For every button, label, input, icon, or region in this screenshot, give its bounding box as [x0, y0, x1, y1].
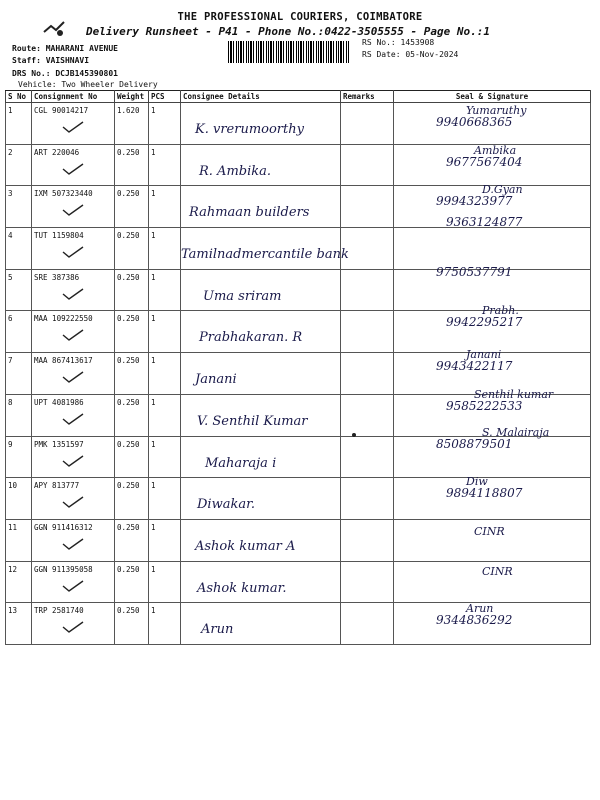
- consignment-number: GGN 911416312: [34, 522, 93, 532]
- weight-cell: 0.250: [115, 561, 149, 603]
- table-row: [6, 603, 591, 645]
- consignee-name: Rahmaan builders: [189, 205, 310, 221]
- col-remarks: Remarks: [341, 91, 394, 103]
- consignee-cell: [181, 269, 341, 311]
- consignee-cell: [181, 561, 341, 603]
- checkmark-icon: [62, 329, 84, 341]
- sno-cell: 7: [6, 353, 32, 395]
- consignee-cell: [181, 311, 341, 353]
- signature-cell: [394, 519, 591, 561]
- consignment-cell: [32, 103, 115, 145]
- consignment-cell: [32, 228, 115, 270]
- consignment-number: CGL 90014217: [34, 106, 89, 115]
- signature: Yumaruthy: [466, 104, 527, 117]
- checkmark-icon: [62, 538, 84, 550]
- consignee-cell: [181, 603, 341, 645]
- weight-cell: 0.250: [115, 353, 149, 395]
- pcs-cell: 1: [149, 144, 181, 186]
- consignment-cell: [32, 269, 115, 311]
- sno-cell: 11: [6, 519, 32, 561]
- consignee-name: Ashok kumar A: [195, 538, 296, 554]
- table-row: [6, 228, 591, 270]
- pcs-cell: 1: [149, 478, 181, 520]
- sno-cell: 6: [6, 311, 32, 353]
- phone-number: 9750537791: [436, 264, 513, 279]
- signature: S. Malairaja: [482, 425, 550, 439]
- consignee-name: Prabhakaran. R: [199, 330, 303, 346]
- pcs-cell: 1: [149, 103, 181, 145]
- consignee-name: V. Senthil Kumar: [197, 413, 308, 429]
- sno-cell: 9: [6, 436, 32, 478]
- consignment-cell: [32, 436, 115, 478]
- pcs-cell: 1: [149, 394, 181, 436]
- drs-number: DRS No.: DCJB145390801: [12, 69, 118, 78]
- checkmark-icon: [62, 371, 84, 383]
- consignment-cell: [32, 603, 115, 645]
- consignment-cell: [32, 144, 115, 186]
- consignment-number: ART 220046: [34, 147, 80, 157]
- consignment-cell: [32, 478, 115, 520]
- signature: CINR: [482, 564, 513, 578]
- sno-cell: 2: [6, 144, 32, 186]
- consignee-cell: [181, 103, 341, 145]
- sno-cell: 8: [6, 394, 32, 436]
- table-row: [6, 436, 591, 478]
- pcs-cell: 1: [149, 603, 181, 645]
- consignee-cell: [181, 394, 341, 436]
- phone-number: 9344836292: [436, 613, 513, 628]
- consignment-number: SRE 387386: [34, 272, 80, 282]
- pcs-cell: 1: [149, 436, 181, 478]
- checkmark-icon: [62, 455, 84, 467]
- signature: Janani: [466, 348, 502, 362]
- weight-cell: 1.620: [115, 103, 149, 145]
- pcs-cell: 1: [149, 311, 181, 353]
- weight-cell: 0.250: [115, 603, 149, 645]
- table-row: [6, 561, 591, 603]
- table-row: [6, 519, 591, 561]
- vehicle-label: Vehicle: Two Wheeler Delivery: [18, 80, 158, 89]
- pcs-cell: 1: [149, 186, 181, 228]
- checkmark-icon: [62, 288, 84, 300]
- consignee-name: Diwakar.: [197, 497, 256, 513]
- phone-number: 9363124877: [446, 215, 523, 230]
- phone-number: 9942295217: [446, 315, 523, 330]
- consignee-name: Maharaja i: [205, 455, 277, 471]
- phone-number: 9677567404: [446, 154, 523, 169]
- weight-cell: 0.250: [115, 436, 149, 478]
- phone-number: 9940668365: [436, 115, 513, 129]
- consignee-cell: [181, 228, 349, 270]
- pcs-cell: 1: [149, 519, 181, 561]
- weight-cell: 0.250: [115, 269, 149, 311]
- phone-number: 9585222533: [446, 398, 523, 413]
- pcs-cell: 1: [149, 353, 181, 395]
- consignment-number: TRP 2581740: [34, 606, 84, 616]
- runsheet-table: [5, 90, 591, 645]
- consignee-name: K. vrerumoorthy: [195, 122, 304, 137]
- consignee-name: Janani: [195, 372, 237, 388]
- phone-number: 8508879501: [436, 436, 513, 451]
- barcode: [228, 41, 350, 63]
- col-signature: Seal & Signature: [394, 91, 591, 103]
- consignee-name: R. Ambika.: [199, 163, 272, 179]
- weight-cell: 0.250: [115, 311, 149, 353]
- signature-cell: [394, 103, 591, 145]
- consignee-name: Ashok kumar.: [197, 580, 287, 596]
- consignee-cell: [181, 519, 341, 561]
- sno-cell: 5: [6, 269, 32, 311]
- col-consignee: Consignee Details: [181, 91, 341, 103]
- checkmark-icon: [62, 413, 84, 425]
- remarks-cell: [341, 186, 394, 228]
- signature-cell: [394, 304, 591, 353]
- sno-cell: 10: [6, 478, 32, 520]
- staff-label: Staff: VAISHNAVI: [12, 56, 90, 65]
- consignment-cell: [32, 353, 115, 395]
- company-title: THE PROFESSIONAL COURIERS, COIMBATORE: [177, 11, 423, 23]
- signature-cell: [394, 144, 591, 186]
- weight-cell: 0.250: [115, 394, 149, 436]
- weight-cell: 0.250: [115, 186, 149, 228]
- sno-cell: 12: [6, 561, 32, 603]
- checkmark-icon: [62, 496, 84, 508]
- consignee-cell: [181, 186, 341, 228]
- consignee-name: Tamilnadmercantile bank: [181, 247, 349, 263]
- signature: Prabh.: [482, 304, 519, 318]
- consignment-cell: [32, 394, 115, 436]
- signature: D.Gyan: [482, 183, 523, 197]
- signature-cell: [394, 475, 591, 520]
- sno-cell: 1: [6, 103, 32, 145]
- signature-cell: [394, 425, 591, 478]
- consignment-number: MAA 867413617: [34, 356, 93, 366]
- table-row: [6, 478, 591, 520]
- col-pcs: PCS: [149, 91, 181, 103]
- consignment-number: APY 813777: [34, 481, 80, 491]
- route-label: Route: MAHARANI AVENUE: [12, 44, 118, 53]
- signature-cell: [394, 561, 591, 603]
- consignee-name: Uma sriram: [203, 288, 282, 304]
- company-logo-icon: [42, 18, 68, 40]
- consignee-cell: [181, 478, 341, 520]
- checkmark-icon: [62, 621, 84, 633]
- pcs-cell: 1: [149, 269, 181, 311]
- signature: Diw: [466, 475, 488, 489]
- consignment-number: TUT 1159804: [34, 231, 84, 241]
- weight-cell: 0.250: [115, 478, 149, 520]
- checkmark-icon: [62, 580, 84, 592]
- col-sno: S No: [6, 91, 32, 103]
- consignee-cell: [181, 436, 341, 478]
- signature-cell: [394, 603, 591, 645]
- pcs-cell: 1: [149, 561, 181, 603]
- weight-cell: 0.250: [115, 519, 149, 561]
- rs-date: RS Date: 05-Nov-2024: [362, 50, 459, 59]
- checkmark-icon: [62, 121, 84, 133]
- sno-cell: 4: [6, 228, 32, 270]
- consignment-number: IXM 507323440: [34, 189, 93, 199]
- checkmark-icon: [62, 246, 84, 258]
- checkmark-icon: [62, 163, 84, 175]
- consignee-cell: [181, 144, 341, 186]
- signature: Arun: [466, 602, 494, 616]
- phone-number: 9894118807: [446, 486, 523, 501]
- weight-cell: 0.250: [115, 228, 149, 270]
- consignment-number: MAA 109222550: [34, 314, 93, 324]
- table-row: [6, 144, 591, 186]
- signature-cell: [394, 215, 591, 270]
- consignment-cell: [32, 519, 115, 561]
- phone-number: 9943422117: [436, 359, 513, 374]
- phone-number: 9994323977: [436, 194, 513, 209]
- sno-cell: 3: [6, 186, 32, 228]
- consignment-number: UPT 4081986: [34, 397, 84, 407]
- table-row: [6, 103, 591, 145]
- rs-number: RS No.: 1453908: [362, 38, 435, 47]
- consignment-number: PMK 1351597: [34, 439, 84, 449]
- consignment-number: GGN 911395058: [34, 564, 93, 574]
- table-header-row: [6, 91, 591, 103]
- sno-cell: 13: [6, 603, 32, 645]
- checkmark-icon: [62, 204, 84, 216]
- consignment-cell: [32, 561, 115, 603]
- signature: CINR: [474, 524, 505, 538]
- pcs-cell: 1: [149, 228, 181, 270]
- col-consignment: Consignment No: [32, 91, 115, 103]
- signature: Senthil kumar: [474, 387, 554, 401]
- table-body: [6, 103, 591, 645]
- table-row: [6, 311, 591, 353]
- consignment-cell: [32, 186, 115, 228]
- weight-cell: 0.250: [115, 144, 149, 186]
- runsheet-title: Delivery Runsheet - P41 - Phone No.:0422-3505555 - Page No.:1: [86, 25, 490, 38]
- signature: Ambika: [474, 143, 517, 157]
- consignee-cell: [181, 353, 341, 395]
- col-weight: Weight: [115, 91, 149, 103]
- consignee-name: Arun: [201, 622, 234, 638]
- consignment-cell: [32, 311, 115, 353]
- ink-dot: [352, 433, 356, 437]
